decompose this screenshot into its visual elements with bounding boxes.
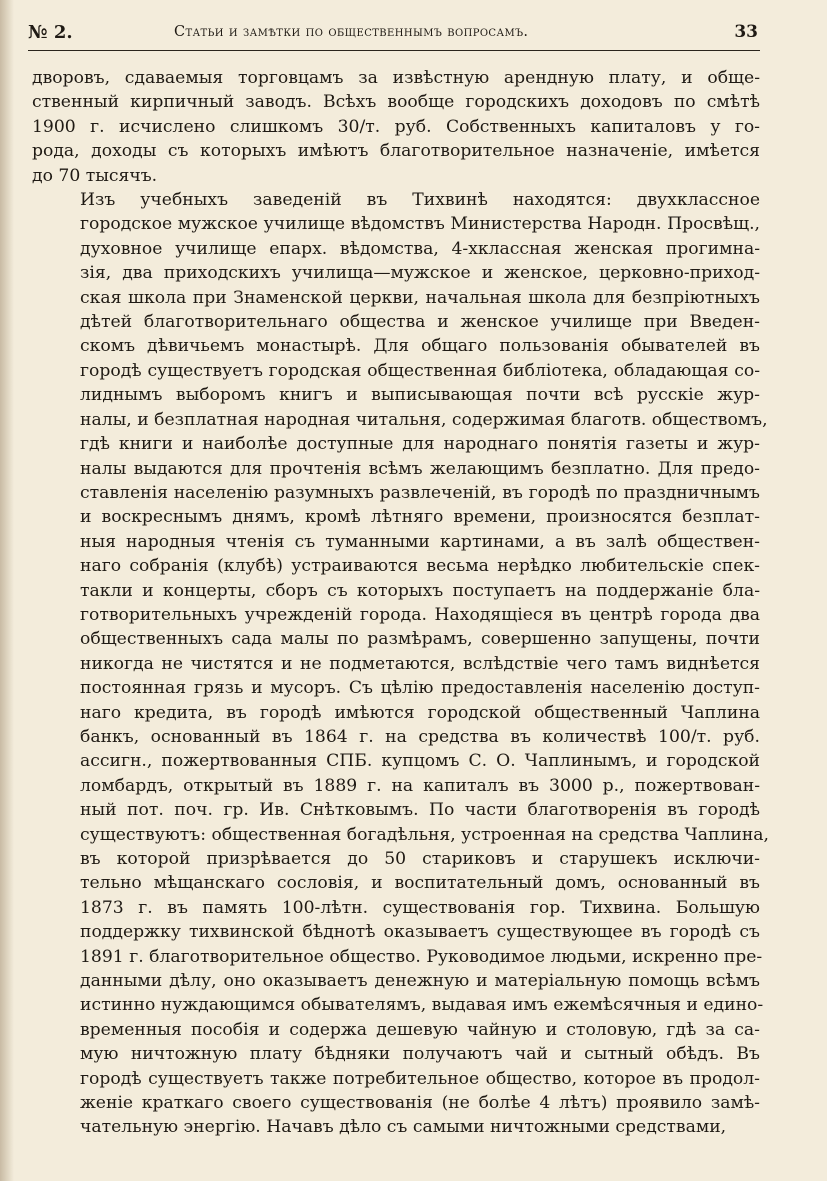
text-line: городѣ существуетъ городская общественная библіотека, обладающая со-: [80, 360, 760, 381]
text-line: такли и концерты, сборъ съ которыхъ поступаетъ на поддержаніе бла-: [80, 580, 760, 601]
text-line: банкъ, основанный въ 1864 г. на средства въ количествѣ 100/т. руб.: [80, 726, 760, 747]
text-line: Изъ учебныхъ заведеній въ Тихвинѣ находятся: двухклассное: [80, 190, 760, 211]
text-line: готворительныхъ учрежденій города. Находящіеся въ центрѣ города два: [80, 604, 760, 625]
text-line: ственный кирпичный заводъ. Всѣхъ вообще городскихъ доходовъ по смѣтѣ: [32, 92, 760, 113]
text-line: 1891 г. благотворительное общество. Руководимое людьми, искренно пре-: [80, 946, 763, 967]
text-line: никогда не чистятся и не подметаются, вслѣдствіе чего тамъ виднѣется: [80, 653, 760, 674]
text-line: гдѣ книги и наиболѣе доступные для народнаго понятія газеты и жур-: [80, 434, 760, 455]
text-line: дѣтей благотворительнаго общества и женское училище при Введен-: [80, 312, 760, 333]
paragraph: [32, 188, 769, 1140]
text-line: истинно нуждающимся обывателямъ, выдавая имъ ежемѣсячныя и едино-: [80, 995, 764, 1016]
page-edge-shadow: [0, 0, 14, 1181]
text-line: чательную энергію. Начавъ дѣло съ самыми ничтожными средствами,: [80, 1117, 727, 1138]
text-line: налы выдаются для прочтенія всѣмъ желающимъ безплатно. Для предо-: [80, 458, 760, 479]
text-line: городское мужское училище вѣдомствъ Министерства Народн. Просвѣщ.,: [80, 214, 760, 235]
text-line: наго кредита, въ городѣ имѣются городской общественный Чаплина: [80, 702, 760, 723]
paragraph: [32, 66, 760, 188]
text-line: наго собранія (клубѣ) устраиваются весьма нерѣдко любительскіе спек-: [80, 556, 760, 577]
text-line: ассигн., пожертвованныя СПБ. купцомъ С. О. Чаплинымъ, и городской: [80, 751, 760, 772]
text-line: дворовъ, сдаваемыя торговцамъ за извѣстную арендную плату, и обще-: [32, 68, 760, 88]
text-line: и воскреснымъ днямъ, кромѣ лѣтняго времени, произносятся безплат-: [80, 507, 760, 528]
page-number: 33: [734, 22, 758, 42]
text-line: постоянная грязь и мусоръ. Съ цѣлію предоставленія населенію доступ-: [80, 678, 760, 699]
text-line: 1900 г. исчислено слишкомъ 30/т. руб. Собственныхъ капиталовъ у го-: [32, 116, 760, 137]
text-line: рода, доходы съ которыхъ имѣютъ благотворительное назначеніе, имѣется: [32, 141, 760, 162]
text-line: ломбардъ, открытый въ 1889 г. на капиталъ въ 3000 р., пожертвован-: [80, 775, 760, 796]
issue-number: № 2.: [28, 22, 73, 43]
text-line: ставленія населенію разумныхъ развлеченій, въ городѣ по праздничнымъ: [80, 482, 760, 503]
text-line: мую ничтожную плату бѣдняки получаютъ чай и сытный обѣдъ. Въ: [80, 1044, 760, 1065]
text-line: данными дѣлу, оно оказываетъ денежную и матеріальную помощь всѣмъ: [80, 971, 760, 992]
text-line: 1873 г. въ память 100-лѣтн. существованія гор. Тихвина. Большую: [80, 897, 760, 918]
text-line: въ которой призрѣвается до 50 стариковъ и старушекъ исключи-: [80, 849, 760, 869]
text-line: налы, и безплатная народная читальня, содержимая благотв. обществомъ,: [80, 409, 768, 430]
running-header: [28, 18, 760, 50]
body-text: [32, 66, 769, 1140]
text-line: тельно мѣщанскаго сословія, и воспитательный домъ, основанный въ: [80, 873, 760, 894]
header-rule: [28, 50, 760, 51]
text-line: зія, два приходскихъ училища—мужское и женское, церковно-приход-: [80, 263, 760, 284]
text-line: ный пот. поч. гр. Ив. Снѣтковымъ. По части благотворенія въ городѣ: [80, 800, 760, 821]
text-line: лиднымъ выборомъ книгъ и выписывающая почти всѣ русскіе жур-: [80, 385, 760, 406]
text-line: духовное училище епарх. вѣдомства, 4-хклассная женская прогимна-: [80, 238, 760, 259]
text-line: ныя народныя чтенія съ туманными картинами, а въ залѣ обществен-: [80, 531, 760, 552]
text-line: общественныхъ сада малы по размѣрамъ, совершенно запущены, почти: [80, 629, 760, 650]
text-line: женіе краткаго своего существованія (не болѣе 4 лѣтъ) проявило замѣ-: [80, 1093, 760, 1114]
text-line: скомъ дѣвичьемъ монастырѣ. Для общаго пользованія обывателей въ: [80, 336, 760, 357]
text-line: ская школа при Знаменской церкви, начальная школа для безпріютныхъ: [80, 287, 760, 308]
text-line: городѣ существуетъ также потребительное общество, которое въ продол-: [80, 1068, 760, 1089]
text-line: поддержку тихвинской бѣднотѣ оказываетъ существующее въ городѣ съ: [80, 922, 760, 943]
text-line: до 70 тысячъ.: [32, 165, 158, 186]
text-line: временныя пособія и содержа дешевую чайную и столовую, гдѣ за са-: [80, 1019, 760, 1040]
running-title: Статьи и замѣтки по общественнымъ вопросамъ.: [174, 24, 529, 40]
text-line: существуютъ: общественная богадѣльня, устроенная на средства Чаплина,: [80, 824, 769, 845]
